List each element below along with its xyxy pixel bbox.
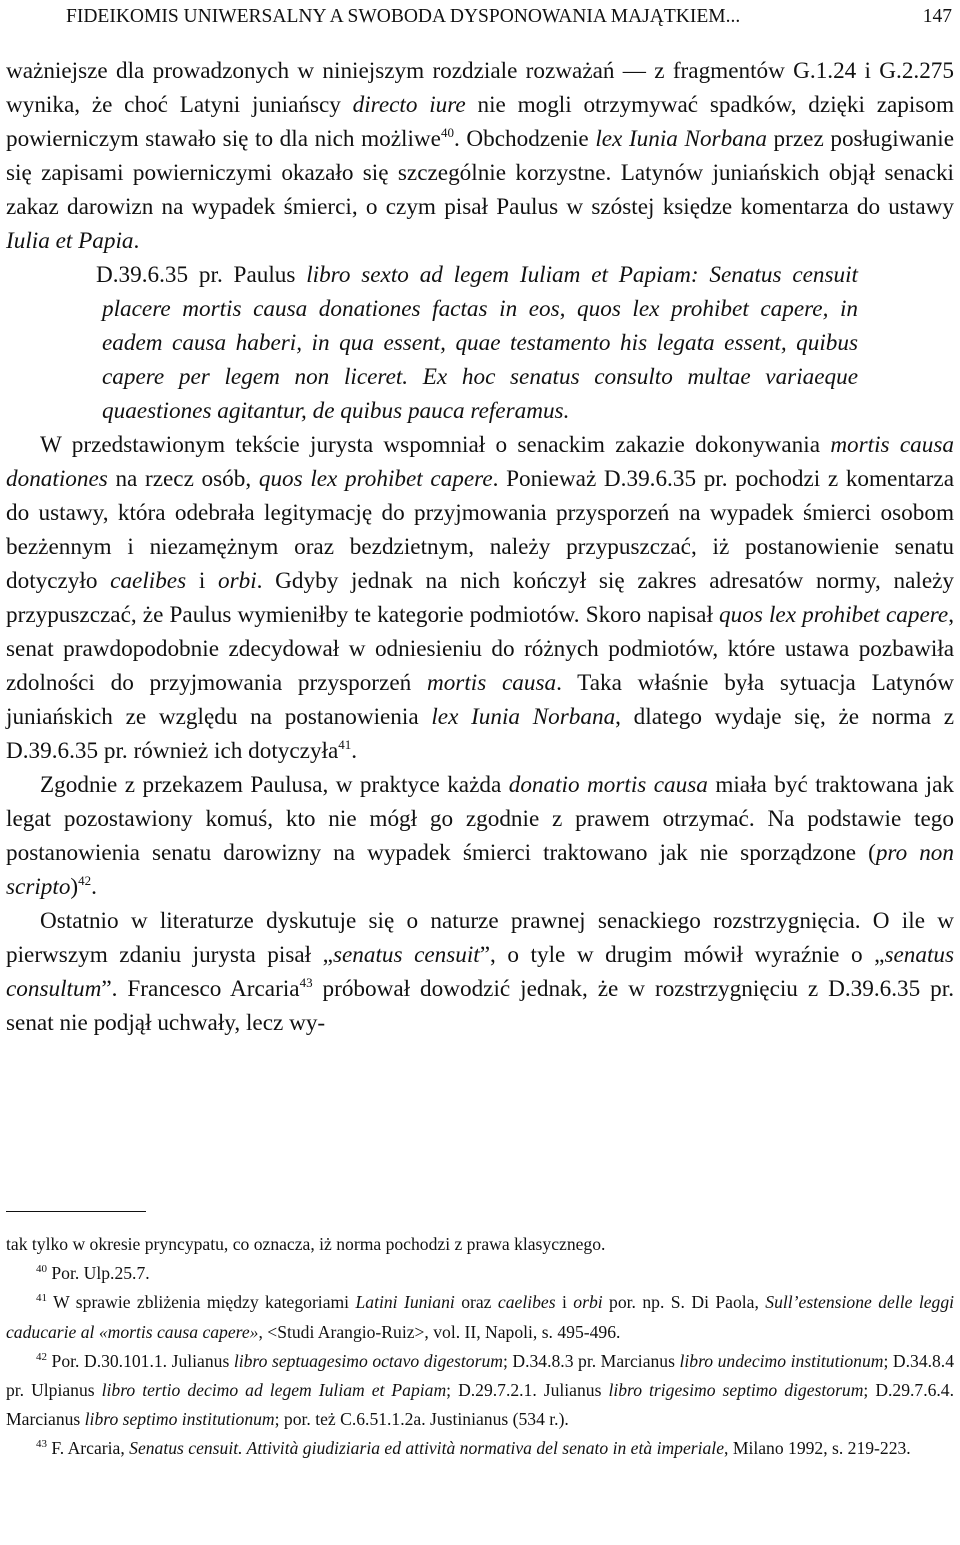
text-run: , senat prawdopodobnie zdecydował w odniesieniu do różnych podmiotów, które ustawa pozbawiła zdolności do przyjmowania przysporzeń bbox=[6, 602, 954, 696]
text-run: oraz bbox=[454, 1292, 498, 1313]
latin-term: quos lex prohibet capere bbox=[719, 602, 949, 628]
footnote-ref-42[interactable]: 42 bbox=[78, 873, 92, 888]
latin-quotation bbox=[96, 258, 859, 428]
cited-title: Senatus censuit. Attività giudiziaria ed attività normativa del senato in età imperiale bbox=[129, 1438, 725, 1459]
footnote-number: 41 bbox=[36, 1292, 47, 1305]
text-run: przez posługiwanie się zapisami powierniczymi okazało się szczególnie korzystne. Latynów juniańskich objął senacki zakaz darowizn na wypadek śmierci, o czym pisał Paulus w szóstej księdze komentarza do ustawy bbox=[6, 126, 954, 220]
latin-term: libro septimo institutionum bbox=[84, 1409, 275, 1430]
latin-term: caelibes bbox=[110, 568, 187, 594]
latin-term: directo iure bbox=[352, 92, 466, 118]
footnote-ref-40[interactable]: 40 bbox=[440, 125, 454, 140]
footnote-continuation: tak tylko w okresie pryncypatu, co oznacza, iż norma pochodzi z prawa klasycznego. bbox=[6, 1234, 606, 1254]
paragraph-3 bbox=[6, 768, 954, 904]
latin-term: libro tertio decimo ad legem Iuliam et Papiam bbox=[101, 1380, 447, 1401]
paragraph-1 bbox=[6, 54, 954, 258]
text-run: ważniejsze dla prowadzonych w niniejszym rozdziale rozważań — z fragmentów G.1.24 i G.2.275 wynika, że choć Latyni juniańscy bbox=[6, 58, 954, 118]
text-run: ; D.29.7.2.1. Julianus bbox=[446, 1380, 609, 1401]
text-run: Ostatnio w literaturze dyskutuje się o naturze prawnej senackiego rozstrzygnięcia. O ile w pierwszym zdaniu jurysta pisał „ bbox=[6, 908, 954, 968]
latin-term: orbi bbox=[573, 1292, 603, 1313]
text-run: ”. Francesco Arcaria bbox=[101, 976, 300, 1002]
text-run: ) bbox=[70, 874, 79, 900]
latin-term: quos lex prohibet capere bbox=[258, 466, 493, 492]
latin-term: libro trigesimo septimo digestorum bbox=[608, 1380, 864, 1401]
latin-term: Latini Iuniani bbox=[355, 1292, 455, 1313]
latin-term: orbi bbox=[218, 568, 257, 594]
footnotes bbox=[6, 1230, 954, 1464]
text-run: na rzecz osób, bbox=[107, 466, 259, 492]
latin-term: senatus consultum bbox=[6, 942, 955, 1002]
latin-term: mortis causa bbox=[426, 670, 557, 696]
footnote-40 bbox=[6, 1259, 954, 1288]
running-header bbox=[6, 0, 956, 34]
text-run: por. np. S. Di Paola, bbox=[602, 1292, 766, 1313]
quotation-text: libro sexto ad legem Iuliam et Papiam: Senatus censuit placere mortis causa donationes factas in eos, quos lex prohibet capere, in eadem causa haberi, in qua essent, quae testamento his legata essent, quibus capere per legem non liceret. Ex hoc senatus consulto multae variaeque quaestiones agitantur, de quibus pauca referamus. bbox=[102, 262, 859, 424]
text-run: . bbox=[91, 874, 97, 900]
text-run: , Milano 1992, s. 219-223. bbox=[724, 1438, 911, 1459]
text-run: Por. D.30.101.1. Julianus bbox=[47, 1350, 234, 1371]
latin-term: libro septuagesimo octavo digestorum bbox=[233, 1350, 503, 1371]
text-run: , dlatego wydaje się, że norma z D.39.6.35 pr. również ich dotyczyła bbox=[6, 704, 955, 764]
footnote-43 bbox=[6, 1434, 954, 1463]
footnote-41 bbox=[6, 1288, 954, 1346]
text-run: F. Arcaria, bbox=[47, 1438, 130, 1459]
text-run: . bbox=[133, 228, 140, 254]
latin-term: lex Iunia Norbana bbox=[595, 126, 767, 152]
latin-term: Iulia et Papia bbox=[6, 228, 134, 254]
text-run: ”, o tyle w drugim mówił wyraźnie o „ bbox=[479, 942, 885, 968]
footnote-number: 43 bbox=[36, 1438, 47, 1451]
latin-term: mortis causa donationes bbox=[6, 432, 954, 492]
paragraph-4 bbox=[6, 904, 954, 1040]
latin-term: donatio mortis causa bbox=[508, 772, 708, 798]
text-run: . Ponieważ D.39.6.35 pr. pochodzi z komentarza do ustawy, która odebrała legitymację do przyjmowania przysporzeń na wypadek śmierci osobom bezżennym i niezamężnym oraz bezdzietnym, należy przypuszczać, iż postanowienie senatu dotyczyło bbox=[6, 466, 954, 594]
text-run: i bbox=[186, 568, 219, 594]
latin-term: caelibes bbox=[497, 1292, 556, 1313]
text-run: ; D.29.7.6.4. Marcianus bbox=[6, 1380, 955, 1430]
text-run: . Taka właśnie była sytuacja Latynów juniańskich ze względu na postanowienia bbox=[6, 670, 954, 730]
latin-term: libro undecimo institutionum bbox=[679, 1350, 884, 1371]
text-run: nie mogli otrzymywać spadków, dzięki zapisom powierniczym stawało się to dla nich możliwe bbox=[6, 92, 954, 152]
text-run: miała być traktowana jak legat pozostawiony komuś, kto nie mógł go zgodnie z prawem otrzymać. Na podstawie tego postanowienia senatu darowizny na wypadek śmierci traktowano jak nie sporządzone ( bbox=[6, 772, 954, 866]
footnote-separator bbox=[6, 1211, 146, 1212]
text-run: próbował dowodzić jednak, że w rozstrzygnięciu z D.39.6.35 pr. senat nie podjął uchwały, lecz wy- bbox=[6, 976, 955, 1036]
latin-term: pro non scripto bbox=[6, 840, 954, 900]
main-text bbox=[6, 54, 954, 1040]
text-run: . bbox=[351, 738, 358, 764]
footnote-ref-41[interactable]: 41 bbox=[338, 737, 352, 752]
text-run: ; por. też C.6.51.1.2a. Justinianus (534 r.). bbox=[274, 1409, 569, 1430]
quotation-source: D.39.6.35 pr. Paulus bbox=[96, 262, 307, 288]
latin-term: senatus censuit bbox=[332, 942, 480, 968]
footnote-42 bbox=[6, 1347, 954, 1435]
text-run: ; D.34.8.3 pr. Marcianus bbox=[502, 1350, 680, 1371]
text-run: , <Studi Arangio-Ruiz>, vol. II, Napoli, s. 495-496. bbox=[258, 1321, 621, 1342]
text-run: Zgodnie z przekazem Paulusa, w praktyce każda bbox=[40, 772, 509, 798]
text-run: . Obchodzenie bbox=[453, 126, 596, 152]
latin-term: lex Iunia Norbana bbox=[431, 704, 616, 730]
text-run: i bbox=[555, 1292, 574, 1313]
text-run: W sprawie zbliżenia między kategoriami bbox=[47, 1292, 356, 1313]
page-number: 147 bbox=[922, 6, 952, 27]
running-title: FIDEIKOMIS UNIWERSALNY A SWOBODA DYSPONOWANIA MAJĄTKIEM... bbox=[66, 6, 741, 27]
text-run: . Gdyby jednak na nich kończył się zakres adresatów normy, należy przypuszczać, że Paulus wymieniłby te kategorie podmiotów. Skoro napisał bbox=[6, 568, 955, 628]
footnote-number: 42 bbox=[36, 1350, 47, 1363]
text-run: ; D.34.8.4 pr. Ulpianus bbox=[6, 1350, 955, 1401]
paragraph-2 bbox=[6, 428, 954, 768]
footnote-number: 40 bbox=[36, 1263, 47, 1276]
footnote-ref-43[interactable]: 43 bbox=[299, 975, 313, 990]
text-run: W przedstawionym tekście jurysta wspomniał o senackim zakazie dokonywania bbox=[40, 432, 831, 458]
footnote-text: Por. Ulp.25.7. bbox=[47, 1263, 150, 1284]
cited-title: Sull’estensione delle leggi caducarie al «mortis causa capere» bbox=[6, 1292, 955, 1342]
